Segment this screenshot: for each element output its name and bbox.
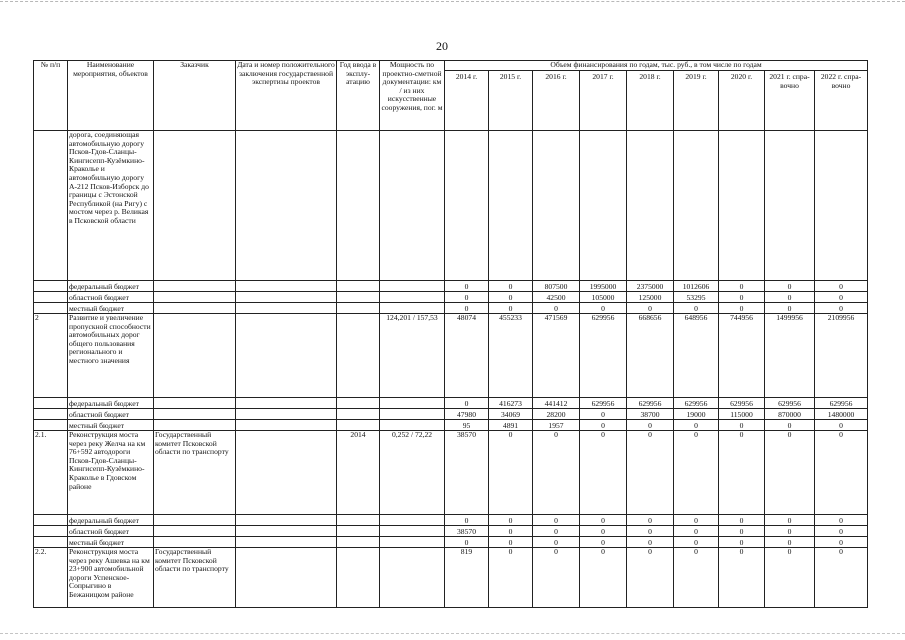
funding-value: 870000 (765, 409, 815, 420)
row-name: Развитие и увеличение пропускной способности автомобильных дорог общего пользования регионального и местного значения (68, 314, 154, 398)
funding-value: 0 (765, 420, 815, 431)
table-body (34, 131, 868, 608)
funding-value: 115000 (719, 409, 765, 420)
funding-value: 0 (533, 537, 580, 548)
budget-label: областной бюджет (68, 292, 154, 303)
funding-value: 0 (765, 281, 815, 292)
funding-value: 441412 (533, 398, 580, 409)
funding-value: 648956 (674, 314, 719, 398)
header-funding: Объем финансирования по годам, тыс. руб., в том числе по годам (445, 61, 868, 71)
funding-value: 0 (445, 537, 489, 548)
row-number (34, 398, 68, 409)
funding-value (815, 131, 868, 281)
funding-value: 0 (580, 537, 627, 548)
funding-value: 0 (815, 548, 868, 608)
funding-value: 95 (445, 420, 489, 431)
funding-value: 0 (533, 515, 580, 526)
header-year-col: 2018 г. (627, 71, 674, 131)
row-customer (154, 537, 236, 548)
funding-value: 0 (765, 303, 815, 314)
header-name: Наименование мероприятия, объектов (68, 61, 154, 131)
funding-value: 629956 (580, 398, 627, 409)
row-expertise (236, 314, 337, 398)
funding-value: 629956 (815, 398, 868, 409)
row-number (34, 420, 68, 431)
budget-row (34, 515, 868, 526)
budget-row (34, 292, 868, 303)
funding-value (580, 131, 627, 281)
row-customer: Государственный комитет Псковской области по транспорту (154, 431, 236, 515)
funding-value (533, 131, 580, 281)
funding-value: 0 (719, 537, 765, 548)
funding-value: 0 (627, 431, 674, 515)
funding-value: 0 (815, 526, 868, 537)
row-customer (154, 409, 236, 420)
header-year-col: 2015 г. (489, 71, 533, 131)
funding-value: 0 (627, 303, 674, 314)
row-name: Реконструкция моста через реку Желча на км 76+592 автодороги Псков-Гдов-Сланцы-Кингисепп-Кузёмкино-Краколье в Гдовском районе (68, 431, 154, 515)
row-expertise (236, 409, 337, 420)
row-capacity (380, 420, 445, 431)
funding-value: 0 (815, 515, 868, 526)
budget-label: местный бюджет (68, 420, 154, 431)
funding-value: 0 (674, 420, 719, 431)
row-number (34, 526, 68, 537)
funding-value: 28200 (533, 409, 580, 420)
funding-value: 0 (719, 281, 765, 292)
funding-value: 629956 (765, 398, 815, 409)
scan-bottom-edge (0, 633, 905, 634)
row-capacity (380, 548, 445, 608)
funding-value: 744956 (719, 314, 765, 398)
row-name: дорога, соединяющая автомобильную дорогу Псков-Гдов-Сланцы-Кингисепп-Кузёмкино-Краколье и автомобильную дорогу А-212 Псков-Изборск до границы с Эстонской Республикой (на Ригу) с мостом через р. Великая в Псковской области (68, 131, 154, 281)
row-number (34, 281, 68, 292)
funding-value: 0 (489, 515, 533, 526)
funding-value: 0 (533, 526, 580, 537)
budget-row (34, 281, 868, 292)
funding-value: 0 (719, 303, 765, 314)
row-capacity (380, 526, 445, 537)
table-row (34, 548, 868, 608)
funding-value: 0 (627, 548, 674, 608)
funding-value (627, 131, 674, 281)
budget-row (34, 537, 868, 548)
row-expertise (236, 420, 337, 431)
row-capacity (380, 292, 445, 303)
funding-value: 19000 (674, 409, 719, 420)
funding-value: 0 (489, 548, 533, 608)
funding-value: 0 (580, 515, 627, 526)
funding-value: 2375000 (627, 281, 674, 292)
budget-label: местный бюджет (68, 537, 154, 548)
header-year-col: 2014 г. (445, 71, 489, 131)
funding-value: 0 (533, 548, 580, 608)
funding-value: 0 (815, 292, 868, 303)
funding-value: 38570 (445, 431, 489, 515)
row-capacity (380, 281, 445, 292)
row-customer (154, 281, 236, 292)
budget-row (34, 398, 868, 409)
funding-value: 0 (719, 526, 765, 537)
row-expertise (236, 303, 337, 314)
row-year: 2014 (337, 431, 380, 515)
row-expertise (236, 526, 337, 537)
funding-value: 0 (489, 537, 533, 548)
header-year-col: 2016 г. (533, 71, 580, 131)
row-customer (154, 131, 236, 281)
row-customer (154, 314, 236, 398)
funding-value: 819 (445, 548, 489, 608)
row-customer: Государственный комитет Псковской области по транспорту (154, 548, 236, 608)
row-customer (154, 398, 236, 409)
funding-value (765, 131, 815, 281)
row-number (34, 409, 68, 420)
table-row (34, 431, 868, 515)
funding-value: 0 (765, 548, 815, 608)
funding-value (445, 131, 489, 281)
funding-value: 0 (765, 515, 815, 526)
funding-value: 0 (627, 420, 674, 431)
funding-value: 0 (445, 292, 489, 303)
funding-value: 0 (489, 526, 533, 537)
row-customer (154, 515, 236, 526)
funding-value: 0 (765, 526, 815, 537)
funding-value: 1012606 (674, 281, 719, 292)
funding-value: 0 (580, 420, 627, 431)
funding-value (674, 131, 719, 281)
funding-value: 125000 (627, 292, 674, 303)
budget-label: областной бюджет (68, 526, 154, 537)
row-number: 2.1. (34, 431, 68, 515)
funding-value: 0 (533, 431, 580, 515)
funding-value: 0 (489, 292, 533, 303)
funding-value: 0 (580, 303, 627, 314)
header-expertise: Дата и номер положительного заключения государственной экспертизы проектов (236, 61, 337, 131)
funding-value: 38570 (445, 526, 489, 537)
row-expertise (236, 398, 337, 409)
funding-value: 0 (674, 548, 719, 608)
table-row (34, 314, 868, 398)
funding-value: 629956 (627, 398, 674, 409)
header-year: Год ввода в эксплу-атацию (337, 61, 380, 131)
funding-value: 0 (765, 292, 815, 303)
row-expertise (236, 431, 337, 515)
funding-value: 4891 (489, 420, 533, 431)
header-year-col: 2019 г. (674, 71, 719, 131)
funding-value: 455233 (489, 314, 533, 398)
row-capacity (380, 303, 445, 314)
row-year (337, 303, 380, 314)
funding-value (719, 131, 765, 281)
budget-label: федеральный бюджет (68, 398, 154, 409)
funding-value: 0 (489, 303, 533, 314)
funding-value: 1995000 (580, 281, 627, 292)
funding-value: 0 (674, 537, 719, 548)
funding-value: 0 (580, 526, 627, 537)
funding-value: 0 (580, 548, 627, 608)
budget-row (34, 526, 868, 537)
row-capacity: 124,201 / 157,53 (380, 314, 445, 398)
row-year (337, 314, 380, 398)
row-capacity (380, 131, 445, 281)
funding-value (489, 131, 533, 281)
funding-value: 629956 (674, 398, 719, 409)
budget-label: областной бюджет (68, 409, 154, 420)
funding-value: 0 (445, 303, 489, 314)
funding-value: 1499956 (765, 314, 815, 398)
funding-value: 0 (580, 409, 627, 420)
funding-value: 53295 (674, 292, 719, 303)
budget-row (34, 409, 868, 420)
row-expertise (236, 292, 337, 303)
row-expertise (236, 131, 337, 281)
row-number (34, 515, 68, 526)
funding-value: 629956 (719, 398, 765, 409)
funding-value: 0 (719, 431, 765, 515)
row-customer (154, 526, 236, 537)
funding-value: 0 (489, 281, 533, 292)
row-number (34, 303, 68, 314)
budget-row (34, 420, 868, 431)
funding-value: 471569 (533, 314, 580, 398)
header-year-col: 2020 г. (719, 71, 765, 131)
funding-value: 1480000 (815, 409, 868, 420)
budget-label: местный бюджет (68, 303, 154, 314)
funding-value: 416273 (489, 398, 533, 409)
funding-value: 0 (674, 526, 719, 537)
row-year (337, 281, 380, 292)
funding-value: 668656 (627, 314, 674, 398)
funding-value: 34069 (489, 409, 533, 420)
header-year-col: 2021 г. спра-вочно (765, 71, 815, 131)
funding-value: 0 (815, 303, 868, 314)
row-expertise (236, 537, 337, 548)
funding-value: 0 (627, 537, 674, 548)
funding-value: 0 (674, 431, 719, 515)
row-number (34, 292, 68, 303)
row-number: 2 (34, 314, 68, 398)
scan-top-edge (0, 1, 905, 2)
funding-value: 0 (533, 303, 580, 314)
funding-value: 0 (815, 431, 868, 515)
row-number (34, 537, 68, 548)
row-customer (154, 292, 236, 303)
row-number (34, 131, 68, 281)
funding-value: 0 (627, 515, 674, 526)
funding-value: 0 (445, 515, 489, 526)
row-customer (154, 303, 236, 314)
funding-value: 1957 (533, 420, 580, 431)
funding-value: 42500 (533, 292, 580, 303)
row-year (337, 515, 380, 526)
header-year-col: 2022 г. спра-вочно (815, 71, 868, 131)
funding-value: 0 (489, 431, 533, 515)
row-year (337, 537, 380, 548)
header-row-top (34, 61, 868, 71)
funding-value: 0 (815, 537, 868, 548)
row-name: Реконструкция моста через реку Ашевка на км 23+900 автомобильной дороги Успенское-Сопрыгино в Бежаницком районе (68, 548, 154, 608)
funding-value: 0 (719, 548, 765, 608)
budget-label: федеральный бюджет (68, 515, 154, 526)
row-capacity: 0,252 / 72,22 (380, 431, 445, 515)
funding-value: 0 (674, 303, 719, 314)
row-expertise (236, 281, 337, 292)
funding-value: 48074 (445, 314, 489, 398)
row-expertise (236, 515, 337, 526)
funding-value: 0 (627, 526, 674, 537)
funding-value: 38700 (627, 409, 674, 420)
funding-value: 0 (674, 515, 719, 526)
row-capacity (380, 537, 445, 548)
funding-value: 0 (765, 537, 815, 548)
header-year-col: 2017 г. (580, 71, 627, 131)
row-number: 2.2. (34, 548, 68, 608)
funding-value: 2109956 (815, 314, 868, 398)
funding-value: 0 (815, 420, 868, 431)
funding-value: 0 (719, 420, 765, 431)
header-customer: Заказчик (154, 61, 236, 131)
row-year (337, 526, 380, 537)
budget-row (34, 303, 868, 314)
row-year (337, 548, 380, 608)
funding-value: 0 (765, 431, 815, 515)
row-year (337, 131, 380, 281)
table-row (34, 131, 868, 281)
header-capacity: Мощность по проектно-сметной документации: км / из них искусственные сооружения, пог. м (380, 61, 445, 131)
funding-value: 807500 (533, 281, 580, 292)
funding-value: 105000 (580, 292, 627, 303)
row-customer (154, 420, 236, 431)
page-number: 20 (436, 39, 448, 53)
row-capacity (380, 398, 445, 409)
header-num: № п/п (34, 61, 68, 131)
row-capacity (380, 515, 445, 526)
funding-value: 0 (445, 281, 489, 292)
row-year (337, 409, 380, 420)
funding-value: 0 (815, 281, 868, 292)
funding-value: 629956 (580, 314, 627, 398)
row-capacity (380, 409, 445, 420)
funding-value: 0 (445, 398, 489, 409)
row-year (337, 398, 380, 409)
row-year (337, 292, 380, 303)
row-expertise (236, 548, 337, 608)
funding-table (33, 60, 868, 608)
funding-value: 0 (719, 292, 765, 303)
row-year (337, 420, 380, 431)
budget-label: федеральный бюджет (68, 281, 154, 292)
funding-value: 47980 (445, 409, 489, 420)
funding-value: 0 (580, 431, 627, 515)
funding-value: 0 (719, 515, 765, 526)
